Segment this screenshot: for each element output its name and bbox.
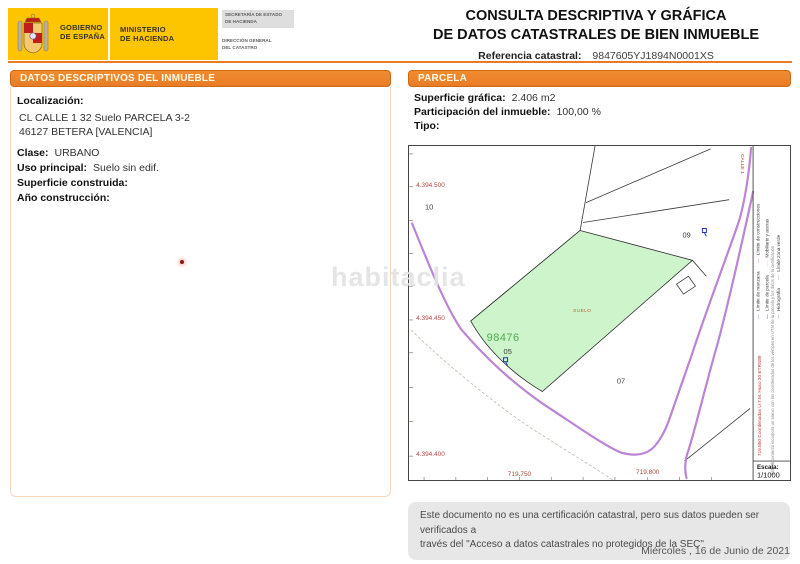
clase-row: Clase: URBANO <box>17 147 100 159</box>
road-edge-outer <box>682 192 753 478</box>
gobierno-label: GOBIERNO DE ESPAÑA <box>60 23 106 41</box>
localizacion-label: Localización: <box>17 95 84 107</box>
habitaclia-watermark: habitaclia <box>331 262 466 292</box>
disclaimer-line-1: Este documento no es una certificación catastral, pero sus datos pueden ser verificados a <box>420 510 760 536</box>
legend-line-2: — Límite de parcela ···· Mobiliario y aceras <box>764 218 770 319</box>
participacion-row: Participación del inmueble: 100,00 % <box>414 106 601 118</box>
x-coordinate-label: 719.750 <box>507 471 532 479</box>
direccion-general-label: DIRECCIÓN GENERAL DEL CATASTRO <box>222 38 272 50</box>
government-banner <box>8 8 218 60</box>
title-line-1: CONSULTA DESCRIPTIVA Y GRÁFICA <box>465 8 727 24</box>
ano-construccion-row: Año construcción: <box>17 192 110 204</box>
disclaimer-line-2: través del "Acceso a datos catastrales no protegidos de la SEC" <box>420 539 704 550</box>
parcel-divider-line <box>692 260 706 276</box>
small-building-outline <box>677 276 696 294</box>
tipo-row: Tipo: <box>414 120 440 132</box>
map-canvas <box>409 146 790 480</box>
reference-value: 9847605YJ1894N0001XS <box>592 50 714 63</box>
street-furniture-icon <box>702 229 706 237</box>
section-header-parcela: PARCELA <box>408 70 791 87</box>
banner-divider <box>108 8 110 60</box>
address-line-1: CL CALLE 1 32 Suelo PARCELA 3-2 <box>19 112 191 124</box>
parcel-label-10: 10 <box>425 202 434 212</box>
spain-coat-of-arms-icon <box>16 12 50 58</box>
y-coordinate-label: 4.394.400 <box>416 451 445 459</box>
parcel-divider-line <box>583 200 729 223</box>
subject-parcel-number: 98476 <box>486 331 520 344</box>
legend-line-3: — Hidrografía — Límite zona verde <box>775 234 781 319</box>
parcel-label-07: 07 <box>616 376 626 386</box>
reference-label: Referencia catastral: <box>478 50 582 63</box>
title-line-2: DE DATOS CATASTRALES DE BIEN INMUEBLE <box>433 27 759 44</box>
boundary-line-bottom-right <box>684 408 750 461</box>
red-dot-mark <box>180 260 184 264</box>
document-date: Miércoles , 16 de Junio de 2021 <box>641 545 790 557</box>
utm-coordinates-note: 719.850 Coordenadas U.T.M. Huso 30 ETRS89 <box>758 355 764 457</box>
address-line-2: 46127 BETERA [VALENCIA] <box>19 126 153 138</box>
parcel-label-09: 09 <box>682 230 691 240</box>
ministerio-label: MINISTERIO DE HACIENDA <box>120 25 175 43</box>
scale-value: 1/1000 <box>757 470 780 480</box>
street-name-label: CALLE 1 <box>739 153 745 174</box>
y-coordinate-label: 4.394.450 <box>416 314 445 322</box>
suelo-label: SUELO <box>573 309 592 315</box>
section-header-datos-descriptivos: DATOS DESCRIPTIVOS DEL INMUEBLE <box>10 70 391 87</box>
y-coordinate-label: 4.394.500 <box>416 181 445 189</box>
uso-principal-row: Uso principal: Suelo sin edif. <box>17 162 159 174</box>
cadastral-reference <box>400 50 792 62</box>
legend-line-1: — Límite de manzana — Límite de construcciones <box>755 203 761 319</box>
certification-note: Este documento incorpora un anexo con las coordenadas de los vértices en UTM de la parcela y los datos de la certificación <box>769 245 775 476</box>
document-title <box>400 7 792 62</box>
superficie-construida-row: Superficie construida: <box>17 177 128 189</box>
x-coordinate-label: 719.800 <box>636 469 660 477</box>
secretaria-box: SECRETARÍA DE ESTADO DE HACIENDA <box>222 10 294 28</box>
superficie-grafica-row: Superficie gráfica: 2.406 m2 <box>414 92 556 104</box>
scale-label: Escala: <box>757 464 779 472</box>
map-legend <box>753 146 790 480</box>
parcel-divider-line <box>586 149 710 203</box>
cadastral-map <box>408 145 791 481</box>
parcel-label-05: 05 <box>503 346 512 356</box>
